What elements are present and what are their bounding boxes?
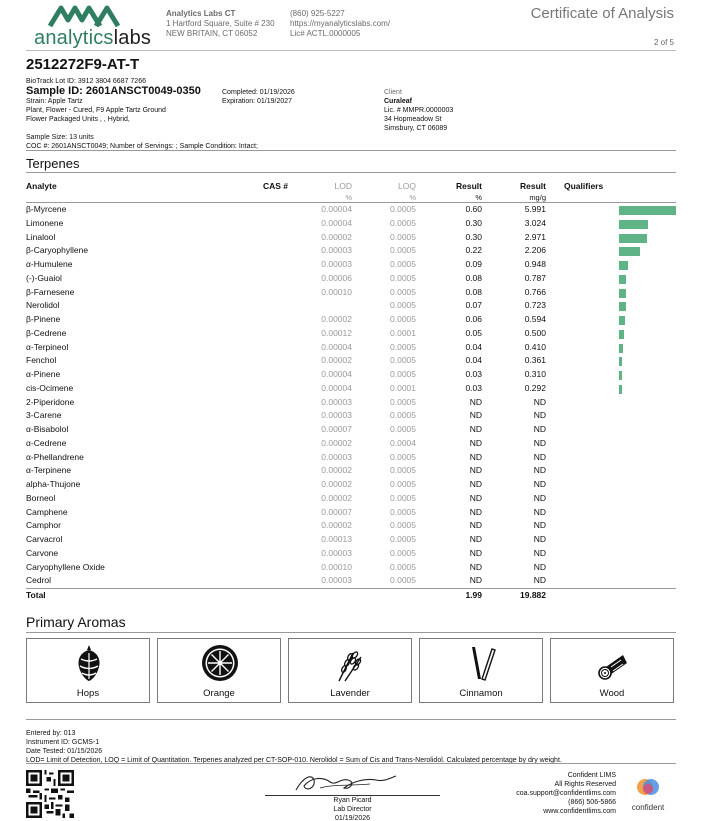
analyte-name: 3-Carene [26, 410, 62, 421]
lab-address-1: 1 Hartford Square, Suite # 230 [166, 19, 275, 28]
header-cas: CAS # [262, 181, 288, 191]
lod-value: 0.00007 [321, 506, 352, 517]
batch-id: 2512272F9-AT-T [26, 56, 140, 73]
lod-value: 0.00002 [321, 492, 352, 503]
strain-info [26, 97, 166, 124]
section-divider [26, 172, 676, 173]
loq-value: 0.0005 [390, 231, 416, 242]
table-row [26, 327, 676, 341]
result-mg: 0.292 [524, 382, 546, 393]
header-divider [26, 50, 676, 51]
loq-value: 0.0005 [390, 492, 416, 503]
lab-contact [290, 9, 390, 39]
loq-value: 0.0005 [390, 479, 416, 489]
result-mg: ND [533, 520, 546, 531]
header-loq: LOQ [398, 181, 416, 191]
loq-value: 0.0005 [390, 534, 416, 544]
table-row [26, 313, 676, 327]
qualifier-bar [619, 344, 623, 353]
aroma-label: Hops [76, 688, 100, 699]
analyte-name: Borneol [26, 492, 56, 503]
legend-note: LOD= Limit of Detection, LOQ = Limit of Quantitation. Terpenes analyzed per CT-SOP-010. Nerolidol = Sum of Cis and Trans-Nerolidol. Calculated percentage by dry weight. [26, 757, 562, 764]
lod-value: 0.00002 [321, 479, 352, 489]
date-tested: Date Tested: 01/15/2026 [26, 748, 103, 755]
result-pct: 0.07 [465, 300, 482, 311]
sign-date: 01/19/2026 [334, 815, 371, 821]
coc-info: COC #: 2601ANSCT0049; Number of Servings: ; Sample Condition: Intact; [26, 143, 258, 150]
strain: Strain: Apple Tartz [26, 98, 83, 105]
analyte-name: β-Cedrene [26, 327, 67, 338]
lod-value: 0.00004 [321, 204, 352, 214]
result-pct: 0.04 [465, 341, 482, 352]
table-row [26, 533, 676, 547]
lims-name: Confident LIMS [567, 772, 616, 779]
aroma-label: Orange [203, 688, 235, 699]
table-body [26, 203, 676, 588]
result-pct: 0.06 [465, 314, 482, 324]
result-pct: ND [469, 479, 482, 489]
loq-value: 0.0004 [390, 437, 416, 448]
result-mg: 3.024 [524, 217, 546, 228]
analyte-name: Camphor [26, 520, 61, 531]
total-label: Total [26, 590, 46, 600]
result-mg: ND [533, 506, 546, 517]
table-row [26, 451, 676, 465]
qualifier-bar [619, 357, 622, 366]
aromas-title: Primary Aromas [26, 614, 126, 630]
result-pct: 0.03 [465, 382, 482, 393]
qualifier-bar [619, 275, 626, 284]
dates-info [222, 88, 295, 106]
aroma-card-lavender [288, 638, 412, 703]
hops-icon [69, 643, 109, 683]
loq-value: 0.0005 [390, 300, 416, 311]
table-row [26, 478, 676, 492]
lod-value: 0.00004 [321, 217, 352, 228]
result-pct: ND [469, 534, 482, 544]
result-mg: 0.723 [524, 300, 546, 311]
loq-value: 0.0005 [390, 547, 416, 558]
header-result-pct: Result [456, 181, 482, 191]
loq-value: 0.0005 [390, 506, 416, 517]
table-row [26, 396, 676, 410]
result-mg: 5.991 [524, 204, 546, 214]
result-pct: 0.08 [465, 286, 482, 297]
result-pct: ND [469, 520, 482, 531]
lod-value: 0.00002 [321, 520, 352, 531]
lod-value: 0.00010 [321, 561, 352, 572]
result-pct: 0.03 [465, 369, 482, 379]
loq-value: 0.0005 [390, 272, 416, 283]
client-info [384, 88, 453, 133]
product-type-2: Flower Packaged Units , , Hybrid, [26, 116, 130, 123]
lod-value: 0.00003 [321, 575, 352, 586]
analyte-name: α-Pinene [26, 369, 61, 379]
qualifier-bar [619, 316, 625, 325]
signature-image [290, 768, 400, 796]
loq-value: 0.0005 [390, 245, 416, 256]
table-row [26, 341, 676, 355]
lod-value: 0.00004 [321, 341, 352, 352]
result-pct: ND [469, 424, 482, 434]
result-pct: 0.22 [465, 245, 482, 256]
loq-value: 0.0005 [390, 355, 416, 366]
lab-name: Analytics Labs CT [166, 9, 236, 18]
qr-code-icon[interactable] [26, 770, 74, 818]
table-units-row [26, 192, 676, 203]
wood-log-icon [593, 643, 633, 683]
result-mg: 0.361 [524, 355, 546, 366]
sample-size: Sample Size: 13 units [26, 134, 94, 141]
completed-date: Completed: 01/19/2026 [222, 89, 295, 96]
analyte-name: Fenchol [26, 355, 57, 366]
footer-notes [26, 729, 562, 765]
loq-value: 0.0001 [390, 327, 416, 338]
analyte-name: Caryophyllene Oxide [26, 561, 105, 572]
unit-result-mg: mg/g [529, 193, 546, 202]
analyte-name: α-Terpineol [26, 341, 69, 352]
result-mg: 0.787 [524, 272, 546, 283]
cinnamon-icon [462, 643, 502, 683]
table-row [26, 574, 676, 588]
lab-info [166, 9, 275, 39]
result-pct: ND [469, 506, 482, 517]
product-type-1: Plant, Flower - Cured, F9 Apple Tartz Ground [26, 107, 166, 114]
header-result-mg: Result [520, 181, 546, 191]
lod-value: 0.00002 [321, 465, 352, 476]
loq-value: 0.0005 [390, 424, 416, 434]
table-row [26, 437, 676, 451]
result-pct: ND [469, 575, 482, 586]
result-mg: 0.410 [524, 341, 546, 352]
qualifier-bar [619, 247, 640, 256]
result-mg: ND [533, 547, 546, 558]
result-pct: ND [469, 547, 482, 558]
result-pct: 0.04 [465, 355, 482, 366]
loq-value: 0.0005 [390, 341, 416, 352]
lod-value: 0.00004 [321, 369, 352, 379]
aroma-label: Wood [599, 688, 625, 699]
analyte-name: Nerolidol [26, 300, 60, 311]
loq-value: 0.0005 [390, 314, 416, 324]
sample-divider [26, 150, 676, 151]
client-label: Client [384, 89, 402, 96]
section-title: Terpenes [26, 156, 80, 171]
sample-size-info [26, 133, 258, 151]
result-mg: 0.310 [524, 369, 546, 379]
result-pct: ND [469, 410, 482, 421]
table-row [26, 561, 676, 575]
analyte-name: alpha-Thujone [26, 479, 81, 489]
result-mg: ND [533, 534, 546, 544]
result-pct: ND [469, 465, 482, 476]
document-title: Certificate of Analysis [530, 5, 674, 22]
lod-value: 0.00003 [321, 396, 352, 407]
unit-lod: % [345, 193, 352, 202]
analyte-name: Carvone [26, 547, 59, 558]
table-row [26, 272, 676, 286]
biotrack-lot-id: BioTrack Lot ID: 3912 3804 6687 7266 [26, 78, 146, 85]
result-mg: ND [533, 410, 546, 421]
result-pct: ND [469, 492, 482, 503]
table-row [26, 382, 676, 396]
qualifier-bar [619, 385, 622, 394]
aromas-divider [26, 632, 676, 633]
analyte-name: Camphene [26, 506, 68, 517]
result-pct: ND [469, 561, 482, 572]
lab-website-link[interactable]: https://myanalyticslabs.com/ [290, 19, 391, 28]
aroma-card-hops [26, 638, 150, 703]
result-pct: 0.30 [465, 231, 482, 242]
lod-value: 0.00013 [321, 534, 352, 544]
table-row [26, 203, 676, 217]
lod-value: 0.00010 [321, 286, 352, 297]
lod-value: 0.00002 [321, 231, 352, 242]
lod-value: 0.00002 [321, 355, 352, 366]
analyte-name: β-Caryophyllene [26, 245, 89, 256]
analyte-name: β-Pinene [26, 314, 61, 324]
analyte-name: α-Terpinene [26, 465, 72, 476]
table-row [26, 231, 676, 245]
result-mg: ND [533, 437, 546, 448]
table-row [26, 244, 676, 258]
loq-value: 0.0005 [390, 286, 416, 297]
table-row [26, 492, 676, 506]
lims-info [516, 771, 616, 816]
result-mg: 0.766 [524, 286, 546, 297]
result-mg: ND [533, 479, 546, 489]
header-analyte: Analyte [26, 181, 57, 191]
loq-value: 0.0005 [390, 369, 416, 379]
analyte-name: cis-Ocimene [26, 382, 74, 393]
table-row [26, 217, 676, 231]
total-pct: 1.99 [465, 590, 482, 600]
loq-value: 0.0005 [390, 204, 416, 214]
signer-name: Ryan Picard [333, 797, 372, 804]
qualifier-bar [619, 330, 624, 339]
table-row [26, 423, 676, 437]
lims-rights: All Rights Reserved [554, 781, 616, 788]
lod-value: 0.00003 [321, 547, 352, 558]
result-pct: 0.09 [465, 259, 482, 269]
aroma-card-wood [550, 638, 674, 703]
qualifier-bar [619, 234, 647, 243]
header-lod: LOD [334, 181, 352, 191]
loq-value: 0.0001 [390, 382, 416, 393]
result-mg: ND [533, 451, 546, 462]
table-row [26, 519, 676, 533]
loq-value: 0.0005 [390, 561, 416, 572]
terpenes-table [26, 181, 676, 602]
lod-value: 0.00007 [321, 424, 352, 434]
entered-by: Entered by: 013 [26, 730, 76, 737]
lod-value: 0.00012 [321, 327, 352, 338]
lims-email[interactable]: coa.support@confidentlims.com [516, 790, 616, 797]
page-number: 2 of 5 [653, 38, 674, 47]
result-mg: ND [533, 396, 546, 407]
qualifier-bar [619, 220, 648, 229]
result-pct: 0.30 [465, 217, 482, 228]
result-mg: 0.948 [524, 259, 546, 269]
table-header-row [26, 181, 676, 192]
lod-value: 0.00002 [321, 314, 352, 324]
unit-result-pct: % [475, 193, 482, 202]
analyte-name: Linalool [26, 231, 56, 242]
result-pct: ND [469, 451, 482, 462]
analyte-name: α-Humulene [26, 259, 73, 269]
analyte-name: β-Farnesene [26, 286, 75, 297]
signer-title: Lab Director [333, 806, 372, 813]
result-mg: ND [533, 575, 546, 586]
aroma-card-cinnamon [419, 638, 543, 703]
loq-value: 0.0005 [390, 575, 416, 586]
loq-value: 0.0005 [390, 451, 416, 462]
signer-info [290, 796, 415, 821]
loq-value: 0.0005 [390, 396, 416, 407]
confident-logo [628, 776, 668, 812]
client-name: Curaleaf [384, 98, 413, 105]
loq-value: 0.0005 [390, 217, 416, 228]
aroma-card-orange [157, 638, 281, 703]
unit-loq: % [409, 193, 416, 202]
lod-value: 0.00004 [321, 382, 352, 393]
lod-value: 0.00003 [321, 259, 352, 269]
result-pct: ND [469, 437, 482, 448]
client-address-2: Simsbury, CT 06089 [384, 125, 448, 132]
qualifier-bar [619, 289, 626, 298]
result-pct: ND [469, 396, 482, 407]
notes-divider [26, 763, 676, 764]
result-mg: ND [533, 465, 546, 476]
qualifier-bar [619, 206, 676, 215]
table-row [26, 258, 676, 272]
loq-value: 0.0005 [390, 259, 416, 269]
table-row [26, 286, 676, 300]
expiration-date: Expiration: 01/19/2027 [222, 98, 293, 105]
result-pct: 0.60 [465, 204, 482, 214]
client-address-1: 34 Hopmeadow St [384, 116, 442, 123]
logo-wordmark: analyticslabs [34, 27, 152, 49]
analyte-name: 2-Piperidone [26, 396, 75, 407]
lod-value: 0.00006 [321, 272, 352, 283]
lod-value: 0.00003 [321, 451, 352, 462]
total-mg: 19.882 [520, 590, 546, 600]
header-qualifiers: Qualifiers [564, 181, 604, 191]
result-mg: 2.206 [524, 245, 546, 256]
lod-value: 0.00003 [321, 245, 352, 256]
sample-id: Sample ID: 2601ANSCT0049-0350 [26, 85, 201, 97]
instrument-id: Instrument ID: GCMS-1 [26, 739, 100, 746]
analyte-name: (-)-Guaiol [26, 272, 62, 283]
lims-website[interactable]: www.confidentlims.com [543, 808, 616, 815]
table-row [26, 547, 676, 561]
lab-address-2: NEW BRITAIN, CT 06052 [166, 29, 258, 38]
result-mg: 0.500 [524, 327, 546, 338]
table-row [26, 299, 676, 313]
qualifier-bar [619, 261, 628, 270]
analyte-name: β-Myrcene [26, 204, 67, 214]
table-row [26, 464, 676, 478]
table-row [26, 409, 676, 423]
lod-value: 0.00003 [321, 410, 352, 421]
result-mg: ND [533, 492, 546, 503]
lims-phone: (866) 506-5866 [568, 799, 616, 806]
result-mg: ND [533, 561, 546, 572]
result-mg: ND [533, 424, 546, 434]
table-row [26, 368, 676, 382]
result-pct: 0.08 [465, 272, 482, 283]
lab-phone: (860) 925-5227 [290, 9, 345, 18]
qualifier-bar [619, 371, 622, 380]
analyte-name: α-Bisabolol [26, 424, 69, 434]
loq-value: 0.0005 [390, 410, 416, 421]
analyte-name: Limonene [26, 217, 64, 228]
table-row [26, 354, 676, 368]
aroma-label: Lavender [330, 688, 370, 699]
result-mg: 0.594 [524, 314, 546, 324]
orange-slice-icon [200, 643, 240, 683]
analyte-name: Carvacrol [26, 534, 63, 544]
table-total-row [26, 588, 676, 602]
table-row [26, 506, 676, 520]
result-pct: 0.05 [465, 327, 482, 338]
result-mg: 2.971 [524, 231, 546, 242]
lavender-icon [331, 643, 371, 683]
client-license: Lic. # MMPR.0000003 [384, 107, 454, 114]
confident-logo-text: confident [631, 803, 665, 812]
lab-license: Lic# ACTL.0000005 [290, 29, 361, 38]
lod-value: 0.00002 [321, 437, 352, 448]
loq-value: 0.0005 [390, 520, 416, 531]
aroma-label: Cinnamon [459, 688, 503, 699]
confident-logo-icon [628, 776, 668, 798]
analyte-name: α-Cedrene [26, 437, 67, 448]
qualifier-bar [619, 302, 626, 311]
loq-value: 0.0005 [390, 465, 416, 476]
analyte-name: α-Phellandrene [26, 451, 84, 462]
footer-divider [26, 719, 676, 720]
analyte-name: Cedrol [26, 575, 52, 586]
